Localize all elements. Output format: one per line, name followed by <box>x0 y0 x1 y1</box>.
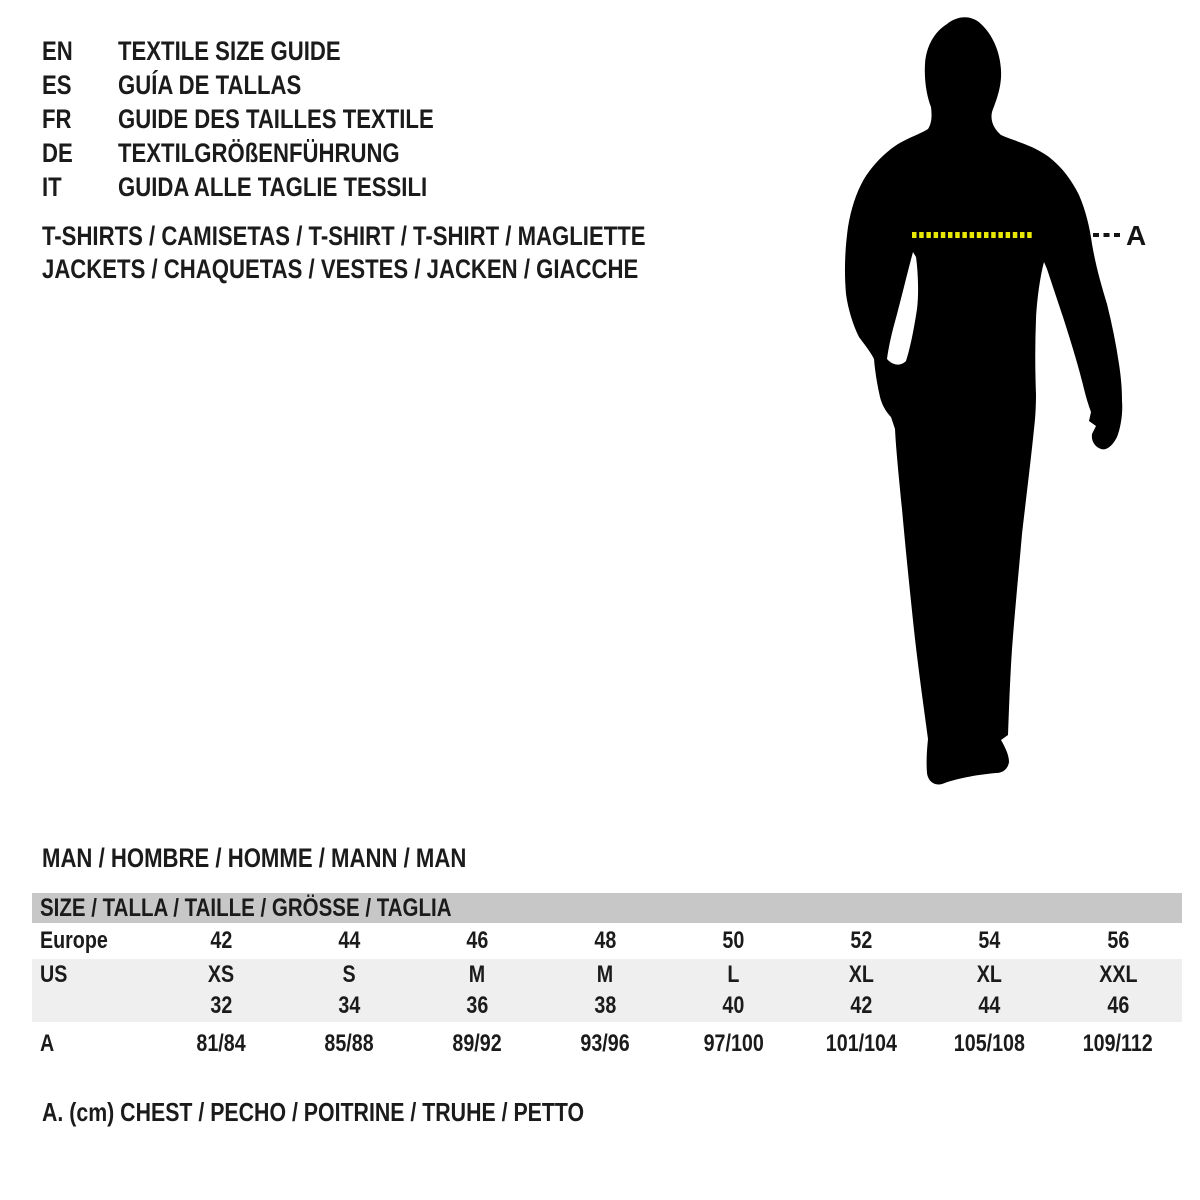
lang-row-en <box>42 34 503 68</box>
man-figure <box>820 8 1160 798</box>
lang-title: GUÍA DE TALLAS <box>118 70 302 100</box>
lang-title: GUIDE DES TAILLES TEXTILE <box>118 104 434 134</box>
size-value: M <box>469 960 486 988</box>
man-silhouette-svg <box>820 8 1160 798</box>
size-value: 54 <box>978 927 1001 954</box>
size-value: XXL <box>1098 960 1138 988</box>
size-value: 40 <box>722 992 745 1019</box>
size-value: XL <box>977 960 1003 988</box>
size-value: 50 <box>722 927 745 954</box>
size-value: 36 <box>466 992 489 1019</box>
table-row-chest-cm <box>32 1022 1182 1065</box>
lang-code: ES <box>42 70 72 100</box>
size-value: 34 <box>338 992 361 1019</box>
row-label: A <box>40 1029 55 1057</box>
lang-code: IT <box>42 172 62 202</box>
size-value: 105/108 <box>954 1029 1026 1057</box>
size-value: 85/88 <box>324 1029 374 1057</box>
size-value: S <box>342 960 356 988</box>
size-value: 89/92 <box>452 1029 502 1057</box>
category-line-jackets: JACKETS / CHAQUETAS / VESTES / JACKEN / GIACCHE <box>42 254 639 284</box>
table-row-us <box>32 959 1182 990</box>
row-label: Europe <box>40 927 108 954</box>
category-line-tshirts: T-SHIRTS / CAMISETAS / T-SHIRT / T-SHIRT / MAGLIETTE <box>42 221 646 251</box>
size-value: 42 <box>850 992 873 1019</box>
table-row-numeric <box>32 990 1182 1022</box>
size-value: 101/104 <box>826 1029 898 1057</box>
size-value: 38 <box>594 992 617 1019</box>
measurement-legend: A. (cm) CHEST / PECHO / POITRINE / TRUHE / PETTO <box>42 1097 585 1127</box>
size-value: XS <box>207 960 235 988</box>
language-title-list <box>42 34 503 204</box>
size-value: 46 <box>466 927 489 954</box>
size-value: 32 <box>210 992 233 1019</box>
size-value: 48 <box>594 927 617 954</box>
lang-row-it <box>42 170 503 204</box>
lang-row-fr <box>42 102 503 136</box>
measure-label-a: A <box>1126 220 1147 251</box>
row-label <box>32 992 157 1020</box>
row-label: US <box>40 960 68 988</box>
size-value: 42 <box>210 927 233 954</box>
lang-title: TEXTILGRÖßENFÜHRUNG <box>118 138 400 168</box>
size-value: 97/100 <box>703 1029 764 1057</box>
size-value: 81/84 <box>196 1029 246 1057</box>
gender-heading: MAN / HOMBRE / HOMME / MANN / MAN <box>42 843 467 873</box>
size-value: 44 <box>978 992 1001 1019</box>
lang-code: FR <box>42 104 72 134</box>
man-silhouette <box>845 17 1122 784</box>
size-value: 46 <box>1106 992 1129 1019</box>
lang-title: GUIDA ALLE TAGLIE TESSILI <box>118 172 428 202</box>
lang-row-es <box>42 68 503 102</box>
size-table <box>32 893 1182 1065</box>
size-value: 56 <box>1106 927 1129 954</box>
size-value: 93/96 <box>580 1029 631 1057</box>
lang-code: EN <box>42 36 73 66</box>
size-table-header: SIZE / TALLA / TAILLE / GRÖSSE / TAGLIA <box>32 893 1182 923</box>
lang-row-de <box>42 136 503 170</box>
size-value: 44 <box>338 927 361 954</box>
table-row-europe <box>32 923 1182 959</box>
size-value: M <box>597 960 614 988</box>
size-value: XL <box>849 960 875 988</box>
size-value: 52 <box>850 927 873 954</box>
size-value: 109/112 <box>1082 1029 1153 1057</box>
lang-title: TEXTILE SIZE GUIDE <box>118 36 341 66</box>
lang-code: DE <box>42 138 73 168</box>
category-lines <box>42 220 778 286</box>
size-value: L <box>727 960 740 988</box>
